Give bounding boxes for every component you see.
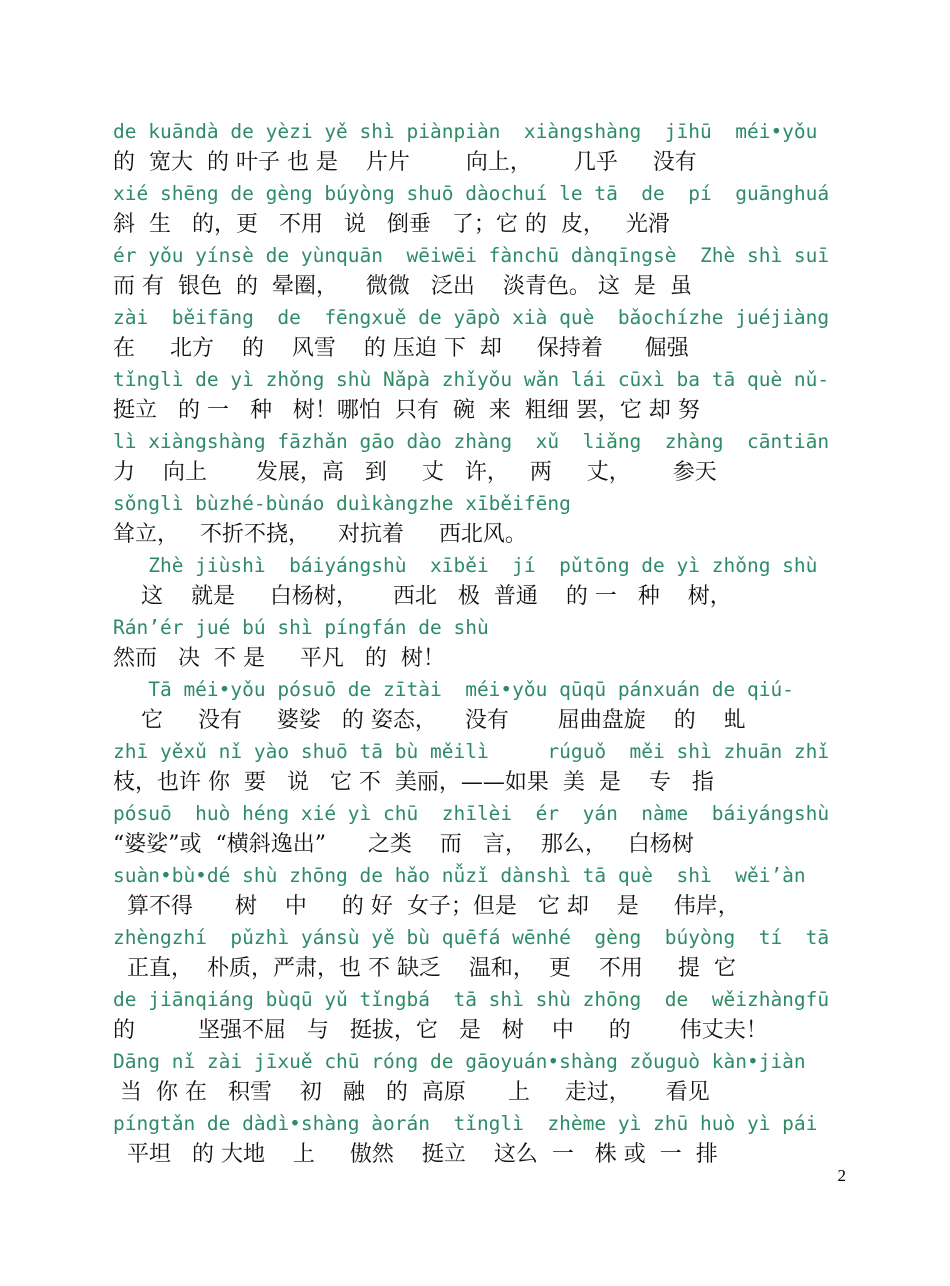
pinyin-text-block (113, 116, 843, 1170)
pinyin-line: Zhè jiùshì báiyángshù xīběi jí pǔtōng de yì zhǒng shù (113, 554, 818, 577)
hanzi-line: 然而 决 不 是 平凡 的 树！ (113, 646, 445, 671)
hanzi-line: 耸立， 不折不挠， 对抗着 西北风。 (113, 522, 527, 547)
hanzi-line: 力 向上 发展，高 到 丈 许， 两 丈， 参天 (113, 460, 717, 485)
pinyin-line: píngtǎn de dàdì•shàng àorán tǐnglì zhème yì zhū huò yì pái (113, 1112, 818, 1135)
hanzi-line: 当 你 在 积雪 初 融 的 高原 上 走过， 看见 (113, 1080, 710, 1105)
hanzi-line: 这 就是 白杨树， 西北 极 普通 的 一 种 树， (113, 584, 732, 609)
hanzi-line: 的 宽大 的 叶子 也 是 片片 向上， 几乎 没有 (113, 150, 697, 175)
pinyin-line: zhī yěxǔ nǐ yào shuō tā bù měilì rúguǒ měi shì zhuān zhǐ (113, 740, 830, 763)
hanzi-line: 在 北方 的 风雪 的 压迫 下 却 保持着 倔强 (113, 336, 689, 361)
page-number: 2 (837, 1166, 846, 1185)
hanzi-line: 它 没有 婆娑 的 姿态， 没有 屈曲盘旋 的 虬 (113, 708, 746, 733)
hanzi-line: 算不得 树 中 的 好 女子；但是 它 却 是 伟岸， (113, 894, 740, 919)
pinyin-line: zhèngzhí pǔzhì yánsù yě bù quēfá wēnhé gèng búyòng tí tā (113, 926, 830, 949)
hanzi-line: 斜 生 的，更 不用 说 倒垂 了；它 的 皮， 光滑 (113, 212, 670, 237)
pinyin-line: Rán’ér jué bú shì píngfán de shù (113, 616, 489, 639)
hanzi-line: “婆娑”或 “横斜逸出” 之类 而 言， 那么， 白杨树 (113, 832, 694, 857)
pinyin-line: xié shēng de gèng búyòng shuō dàochuí le tā de pí guānghuá (113, 182, 830, 205)
pinyin-line: ér yǒu yínsè de yùnquān wēiwēi fànchū dànqīngsè Zhè shì suī (113, 244, 830, 267)
hanzi-line: 枝，也许 你 要 说 它 不 美丽，——如果 美 是 专 指 (113, 770, 714, 795)
pinyin-line: de kuāndà de yèzi yě shì piànpiàn xiàngshàng jīhū méi•yǒu (113, 120, 818, 143)
hanzi-line: 而 有 银色 的 晕圈， 微微 泛出 淡青色。 这 是 虽 (113, 274, 692, 299)
hanzi-line: 平坦 的 大地 上 傲然 挺立 这么 一 株 或 一 排 (113, 1142, 718, 1167)
pinyin-line: pósuō huò héng xié yì chū zhīlèi ér yán nàme báiyángshù (113, 802, 830, 825)
pinyin-line: suàn•bù•dé shù zhōng de hǎo nǚzǐ dànshì tā què shì wěi’àn (113, 864, 806, 887)
pinyin-line: tǐnglì de yì zhǒng shù Nǎpà zhǐyǒu wǎn lái cūxì ba tā què nǔ- (113, 368, 830, 391)
hanzi-line: 正直， 朴质，严肃，也 不 缺乏 温和， 更 不用 提 它 (113, 956, 736, 981)
pinyin-line: zài běifāng de fēngxuě de yāpò xià què bǎochízhe juéjiàng (113, 306, 830, 329)
pinyin-line: Tā méi•yǒu pósuō de zītài méi•yǒu qūqū pánxuán de qiú- (113, 678, 794, 701)
pinyin-line: lì xiàngshàng fāzhǎn gāo dào zhàng xǔ liǎng zhàng cāntiān (113, 430, 830, 453)
hanzi-line: 挺立 的 一 种 树！哪怕 只有 碗 来 粗细 罢，它 却 努 (113, 398, 700, 423)
pinyin-line: Dāng nǐ zài jīxuě chū róng de gāoyuán•shàng zǒuguò kàn•jiàn (113, 1050, 806, 1073)
hanzi-line: 的 坚强不屈 与 挺拔，它 是 树 中 的 伟丈夫！ (113, 1018, 768, 1043)
pinyin-line: sǒnglì bùzhé-bùnáo duìkàngzhe xīběifēng (113, 492, 571, 515)
pinyin-line: de jiānqiáng bùqū yǔ tǐngbá tā shì shù zhōng de wěizhàngfū (113, 988, 830, 1011)
